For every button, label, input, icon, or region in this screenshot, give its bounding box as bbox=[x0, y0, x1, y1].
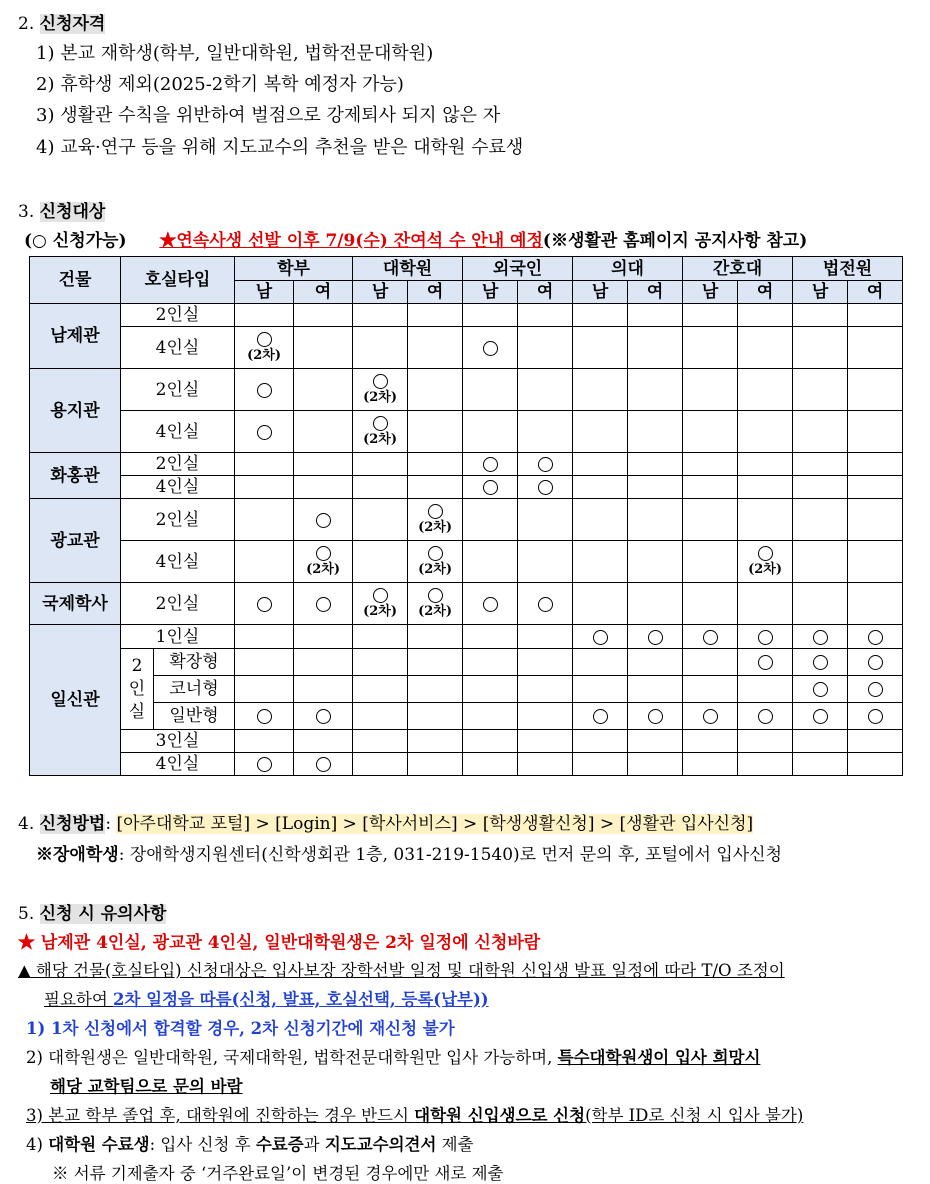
mark-available bbox=[628, 625, 683, 649]
circle-icon bbox=[257, 597, 272, 612]
sec5-tri-line-b: 필요하여 2차 일정을 따름(신청, 발표, 호실선택, 등록(납부)) bbox=[44, 990, 489, 1009]
mark-available bbox=[738, 649, 793, 676]
building-hwahong: 화홍관 bbox=[30, 453, 121, 499]
circle-icon bbox=[758, 630, 773, 645]
mark-available bbox=[848, 676, 903, 703]
building-namje: 남제관 bbox=[30, 304, 121, 369]
mark-available-2nd: (2차) bbox=[738, 541, 793, 583]
circle-icon bbox=[373, 416, 388, 431]
room-type: 4인실 bbox=[121, 476, 235, 499]
mark-available bbox=[793, 703, 848, 730]
mark-available bbox=[518, 476, 573, 499]
mark-available bbox=[683, 625, 738, 649]
disabled-label: ※장애학생 bbox=[36, 845, 119, 865]
header-group-grad: 대학원 bbox=[353, 257, 463, 281]
header-male: 남 bbox=[573, 281, 628, 304]
circle-icon bbox=[593, 630, 608, 645]
circle-icon bbox=[593, 709, 608, 724]
circle-icon bbox=[316, 513, 331, 528]
circle-icon bbox=[428, 588, 443, 603]
room-subtype: 코너형 bbox=[154, 676, 235, 703]
disabled-text: : 장애학생지원센터(신학생회관 1층, 031-219-1540)로 먼저 문의 후, 포털에서 입사신청 bbox=[118, 845, 783, 865]
mark-available bbox=[294, 703, 353, 730]
circle-icon bbox=[538, 457, 553, 472]
circle-icon bbox=[257, 757, 272, 772]
mark-available-2nd: (2차) bbox=[353, 369, 408, 411]
mark-available bbox=[683, 703, 738, 730]
sec5-item-1: 1) 1차 신청에서 합격할 경우, 2차 신청기간에 재신청 불가 bbox=[26, 1019, 455, 1038]
sec5-heading bbox=[18, 899, 166, 924]
circle-icon bbox=[538, 597, 553, 612]
sec5-item-2a: 2) 대학원생은 일반대학원, 국제대학원, 법학전문대학원만 입사 가능하며, 특수대학원생이 입사 희망시 bbox=[26, 1048, 761, 1067]
mark-available bbox=[235, 411, 294, 453]
mark-available bbox=[235, 753, 294, 776]
mark-available bbox=[463, 327, 518, 369]
sec4-title: 신청방법 bbox=[39, 814, 106, 834]
header-female: 여 bbox=[738, 281, 793, 304]
notice-black: (※생활관 홈페이지 공지사항 참고) bbox=[542, 231, 808, 251]
sec5-tri-line-a: ▲ 해당 건물(호실타입) 신청대상은 입사보장 장학선발 일정 및 대학원 신입생 발표 일정에 따라 T/O 조정이 bbox=[18, 961, 785, 980]
legend-text: (○ 신청가능) bbox=[24, 231, 127, 251]
mark-available bbox=[235, 703, 294, 730]
circle-icon bbox=[648, 630, 663, 645]
circle-icon bbox=[758, 709, 773, 724]
mark-available bbox=[235, 583, 294, 625]
sec4-disabled-line bbox=[36, 840, 782, 865]
sec2-item-4: 4) 교육·연구 등을 위해 지도교수의 추천을 받은 대학원 수료생 bbox=[36, 137, 524, 158]
room-type: 2인실 bbox=[121, 304, 235, 327]
room-type: 2인실 bbox=[121, 369, 235, 411]
mark-available-2nd: (2차) bbox=[353, 583, 408, 625]
circle-icon bbox=[257, 425, 272, 440]
notice-red: ★연속사생 선발 이후 7/9(수) 잔여석 수 안내 예정 bbox=[159, 231, 543, 251]
building-ilsin: 일신관 bbox=[30, 625, 121, 776]
mark-available bbox=[235, 369, 294, 411]
header-female: 여 bbox=[518, 281, 573, 304]
room-type: 3인실 bbox=[121, 730, 235, 753]
header-group-undergrad: 학부 bbox=[235, 257, 353, 281]
sec2-title: 신청자격 bbox=[39, 14, 106, 34]
sec5-item-4: 4) 대학원 수료생: 입사 신청 후 수료증과 지도교수의견서 제출 bbox=[26, 1135, 474, 1154]
mark-available-2nd: (2차) bbox=[294, 541, 353, 583]
apply-path: [아주대학교 포털] > [Login] > [학사서비스] > [학생생활신청] > [생활관 입사신청] bbox=[116, 814, 754, 834]
building-international: 국제학사 bbox=[30, 583, 121, 625]
mark-available bbox=[793, 676, 848, 703]
eligibility-table bbox=[29, 256, 903, 776]
circle-icon bbox=[703, 709, 718, 724]
mark-available bbox=[793, 649, 848, 676]
mark-available bbox=[738, 625, 793, 649]
room-type: 4인실 bbox=[121, 541, 235, 583]
circle-icon bbox=[373, 588, 388, 603]
mark-available-2nd: (2차) bbox=[235, 327, 294, 369]
circle-icon bbox=[813, 682, 828, 697]
mark-available bbox=[848, 649, 903, 676]
sec5-item-2b: 해당 교학팀으로 문의 바람 bbox=[50, 1077, 243, 1096]
circle-icon bbox=[483, 480, 498, 495]
building-gwanggyo: 광교관 bbox=[30, 499, 121, 583]
room-type: 2인실 bbox=[121, 453, 235, 476]
circle-icon bbox=[316, 757, 331, 772]
circle-icon bbox=[257, 709, 272, 724]
sec2-num: 2. bbox=[18, 14, 35, 34]
sec3-notice-line bbox=[24, 226, 807, 251]
mark-available bbox=[573, 625, 628, 649]
circle-icon bbox=[868, 682, 883, 697]
room-type-group-2person: 2 인 실 bbox=[121, 649, 154, 730]
circle-icon bbox=[257, 383, 272, 398]
circle-icon bbox=[813, 655, 828, 670]
sec2-item-3: 3) 생활관 수칙을 위반하여 벌점으로 강제퇴사 되지 않은 자 bbox=[36, 105, 501, 126]
header-male: 남 bbox=[683, 281, 738, 304]
circle-icon bbox=[813, 630, 828, 645]
second-round-note: 2차 일정을 따름(신청, 발표, 호실선택, 등록(납부)) bbox=[113, 990, 489, 1009]
circle-icon bbox=[257, 332, 272, 347]
mark-available bbox=[463, 583, 518, 625]
mark-available bbox=[628, 703, 683, 730]
sec4-num: 4. bbox=[18, 814, 35, 834]
header-group-nursing: 간호대 bbox=[683, 257, 793, 281]
header-building: 건물 bbox=[30, 257, 121, 304]
mark-available-2nd: (2차) bbox=[353, 411, 408, 453]
circle-icon bbox=[316, 709, 331, 724]
sec5-star-note: ★ 남제관 4인실, 광교관 4인실, 일반대학원생은 2차 일정에 신청바람 bbox=[18, 933, 541, 953]
mark-available bbox=[294, 499, 353, 541]
sec5-item-3: 3) 본교 학부 졸업 후, 대학원에 진학하는 경우 반드시 대학원 신입생으로 신청(학부 ID로 신청 시 입사 불가) bbox=[26, 1106, 804, 1125]
sec5-title: 신청 시 유의사항 bbox=[39, 904, 167, 924]
circle-icon bbox=[483, 457, 498, 472]
circle-icon bbox=[758, 655, 773, 670]
circle-icon bbox=[703, 630, 718, 645]
header-female: 여 bbox=[628, 281, 683, 304]
sec3-title: 신청대상 bbox=[39, 202, 106, 222]
room-type: 2인실 bbox=[121, 583, 235, 625]
mark-available bbox=[463, 453, 518, 476]
mark-available bbox=[294, 753, 353, 776]
sec5-num: 5. bbox=[18, 904, 35, 924]
header-male: 남 bbox=[353, 281, 408, 304]
header-male: 남 bbox=[463, 281, 518, 304]
circle-icon bbox=[428, 504, 443, 519]
circle-icon bbox=[428, 546, 443, 561]
room-type: 2인실 bbox=[121, 499, 235, 541]
circle-icon bbox=[868, 630, 883, 645]
mark-available bbox=[463, 476, 518, 499]
header-female: 여 bbox=[408, 281, 463, 304]
header-female: 여 bbox=[848, 281, 903, 304]
mark-available-2nd: (2차) bbox=[408, 541, 463, 583]
circle-icon bbox=[813, 709, 828, 724]
room-subtype: 확장형 bbox=[154, 649, 235, 676]
mark-available bbox=[518, 583, 573, 625]
mark-available bbox=[573, 703, 628, 730]
circle-icon bbox=[868, 655, 883, 670]
circle-icon bbox=[483, 341, 498, 356]
header-group-medical: 의대 bbox=[573, 257, 683, 281]
room-subtype: 일반형 bbox=[154, 703, 235, 730]
room-type: 4인실 bbox=[121, 411, 235, 453]
mark-available-2nd: (2차) bbox=[408, 499, 463, 541]
circle-icon bbox=[758, 546, 773, 561]
header-male: 남 bbox=[235, 281, 294, 304]
mark-available bbox=[738, 703, 793, 730]
header-roomtype: 호실타입 bbox=[121, 257, 235, 304]
circle-icon bbox=[373, 374, 388, 389]
header-female: 여 bbox=[294, 281, 353, 304]
circle-icon bbox=[868, 709, 883, 724]
mark-available-2nd: (2차) bbox=[408, 583, 463, 625]
room-type: 4인실 bbox=[121, 327, 235, 369]
circle-icon bbox=[483, 597, 498, 612]
building-yongji: 용지관 bbox=[30, 369, 121, 453]
sec2-item-2: 2) 휴학생 제외(2025-2학기 복학 예정자 가능) bbox=[36, 74, 404, 95]
header-group-foreign: 외국인 bbox=[463, 257, 573, 281]
header-male: 남 bbox=[793, 281, 848, 304]
sec3-num: 3. bbox=[18, 202, 35, 222]
circle-icon bbox=[316, 597, 331, 612]
mark-available bbox=[294, 583, 353, 625]
circle-icon bbox=[316, 546, 331, 561]
sec2-item-1: 1) 본교 재학생(학부, 일반대학원, 법학전문대학원) bbox=[36, 43, 434, 64]
sec4-heading: 4. 신청방법: [아주대학교 포털] > [Login] > [학사서비스] > [학생생활신청] > [생활관 입사신청] bbox=[18, 814, 754, 834]
circle-icon bbox=[648, 709, 663, 724]
mark-available bbox=[793, 625, 848, 649]
mark-available bbox=[848, 625, 903, 649]
mark-available bbox=[848, 703, 903, 730]
mark-available bbox=[518, 453, 573, 476]
circle-icon bbox=[538, 480, 553, 495]
room-type: 1인실 bbox=[121, 625, 235, 649]
room-type: 4인실 bbox=[121, 753, 235, 776]
header-group-law: 법전원 bbox=[793, 257, 903, 281]
sec2-heading bbox=[18, 9, 105, 34]
sec5-item-4-note: ※ 서류 기제출자 중 ‘거주완료일’이 변경된 경우에만 새로 제출 bbox=[52, 1164, 504, 1183]
sec3-heading bbox=[18, 197, 105, 222]
